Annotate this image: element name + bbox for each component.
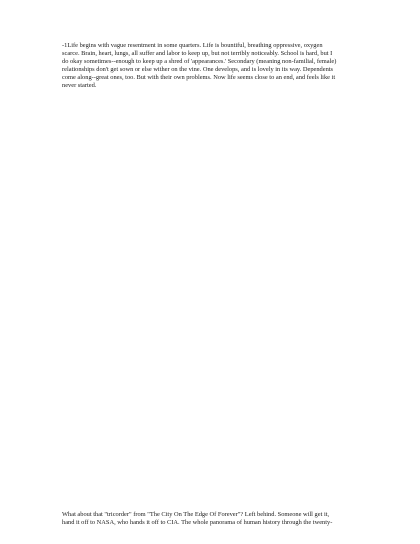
paragraph-life-begins: -1Life begins with vague resentment in some quarters. Life is bountiful, breathing oppressive, oxygen scarce. Brain, heart, lungs, all suffer and labor to keep up, but not terribly noticeably. School is hard, but I do okay sometimes--enough to keep up a shred of 'appearances.' Secondary (meaning non-familial, female) relationships don't get sown or else wither on the vine. One develops, and is lovely in its way. Dependents come along--great ones, too. But with their own problems. Now life seems close to an end, and feels like it never started.: [62, 42, 337, 90]
paragraph-tricorder: What about that "tricorder" from "The City On The Edge Of Forever"? Left behind. Someone will get it, hand it off to NASA, who hands it off to CIA. The whole panorama of human history through the twenty-: [62, 511, 333, 527]
